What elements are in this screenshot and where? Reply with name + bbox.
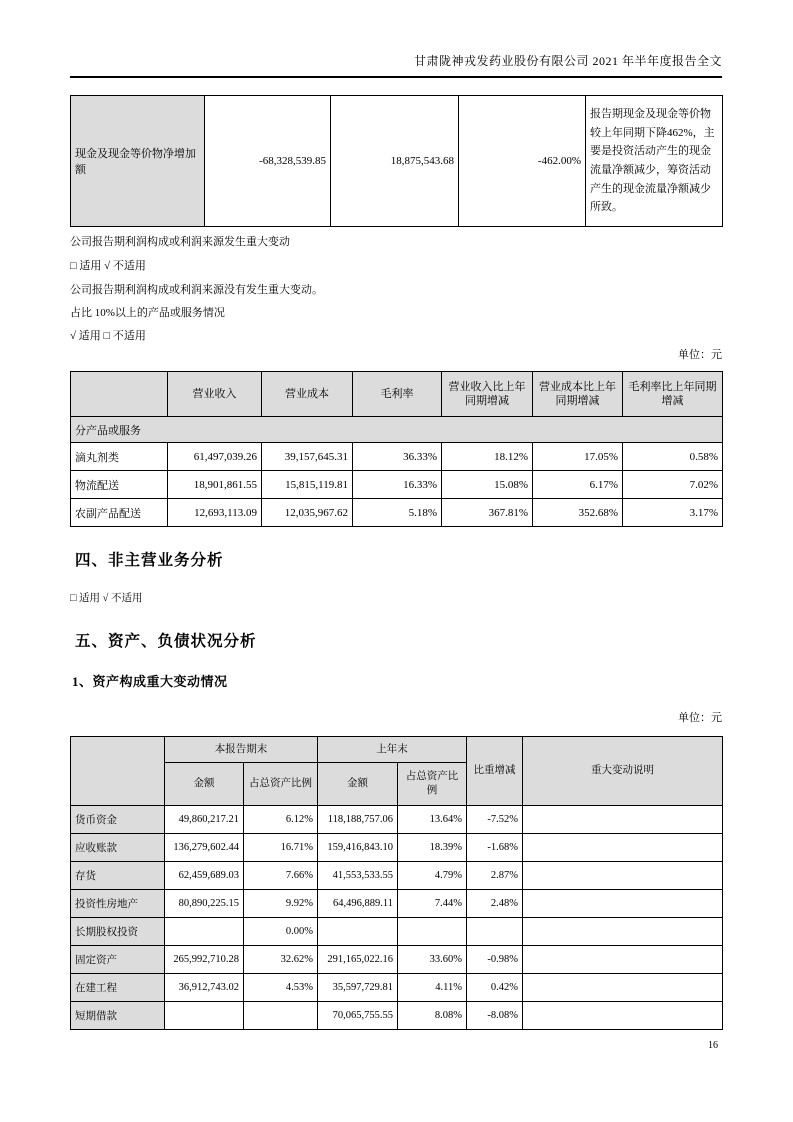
- cell: 8.08%: [398, 1002, 467, 1030]
- cell: 4.11%: [398, 974, 467, 1002]
- cell-prior-amount: 18,875,543.68: [331, 96, 459, 227]
- cell: 18,901,861.55: [168, 471, 262, 499]
- page-header-title: 甘肃陇神戎发药业股份有限公司 2021 年半年度报告全文: [413, 54, 722, 68]
- cell: [318, 918, 398, 946]
- cell: 33.60%: [398, 946, 467, 974]
- cell: -7.52%: [467, 806, 523, 834]
- cell: 16.33%: [353, 471, 442, 499]
- cell: -0.98%: [467, 946, 523, 974]
- cell-change-pct: -462.00%: [459, 96, 586, 227]
- cash-equivalents-table: [70, 95, 723, 227]
- cell: 265,992,710.28: [165, 946, 244, 974]
- cell: 61,497,039.26: [168, 443, 262, 471]
- col-group-current-period: 本报告期末: [165, 737, 318, 763]
- table-header-row: [71, 737, 723, 763]
- section-5-title: 五、资产、负债状况分析: [75, 633, 257, 650]
- table-row: [71, 96, 723, 227]
- paragraph-profit-change-note: 公司报告期利润构成或利润来源没有发生重大变动。: [70, 284, 323, 296]
- unit-label-assets: 单位：元: [678, 712, 722, 724]
- cell: 36,912,743.02: [165, 974, 244, 1002]
- cell: 32.62%: [244, 946, 318, 974]
- row-label: 现金及现金等价物净增加额: [71, 96, 205, 227]
- cell: 18.12%: [442, 443, 533, 471]
- table-row: [71, 1002, 723, 1030]
- cell: 136,279,602.44: [165, 834, 244, 862]
- col-header-major-change-note: 重大变动说明: [523, 737, 723, 806]
- cell-change-note: 报告期现金及现金等价物较上年同期下降462%，主要是投资活动产生的现金流量净额减少，筹资活动产生的现金流量净额减少所致。: [586, 96, 723, 227]
- cell: 118,188,757.06: [318, 806, 398, 834]
- table-row: [71, 974, 723, 1002]
- cell: 35,597,729.81: [318, 974, 398, 1002]
- page-number: 16: [708, 1040, 718, 1051]
- table-row: [71, 471, 723, 499]
- cell: 4.53%: [244, 974, 318, 1002]
- cell: 6.17%: [533, 471, 623, 499]
- cell: 17.05%: [533, 443, 623, 471]
- cell-note: [523, 862, 723, 890]
- paragraph-profit-change-title: 公司报告期利润构成或利润来源发生重大变动: [70, 236, 290, 248]
- cell: 49,860,217.21: [165, 806, 244, 834]
- row-label: 应收账款: [71, 834, 165, 862]
- paragraph-products-title: 占比 10%以上的产品或服务情况: [70, 307, 225, 319]
- group-row-label: 分产品或服务: [71, 417, 723, 443]
- table-group-row: [71, 417, 723, 443]
- col-header-weight-change: 比重增减: [467, 737, 523, 806]
- paragraph-products-check: √ 适用 □ 不适用: [70, 330, 146, 342]
- table-row: [71, 834, 723, 862]
- col-header-gross-margin: 毛利率: [353, 372, 442, 417]
- cell: 0.42%: [467, 974, 523, 1002]
- cell-note: [523, 918, 723, 946]
- table-row: [71, 890, 723, 918]
- cell: [165, 1002, 244, 1030]
- table-row: [71, 918, 723, 946]
- table-row: [71, 862, 723, 890]
- cell: 7.02%: [623, 471, 723, 499]
- row-label: 物流配送: [71, 471, 168, 499]
- cell: 7.66%: [244, 862, 318, 890]
- cell: 80,890,225.15: [165, 890, 244, 918]
- col-header-cost: 营业成本: [262, 372, 353, 417]
- col-header-cost-yoy: 营业成本比上年同期增减: [533, 372, 623, 417]
- cell: 9.92%: [244, 890, 318, 918]
- cell-note: [523, 890, 723, 918]
- cell-note: [523, 834, 723, 862]
- cell: 291,165,022.16: [318, 946, 398, 974]
- header-rule: [70, 76, 722, 78]
- cell: 13.64%: [398, 806, 467, 834]
- cell: 15.08%: [442, 471, 533, 499]
- row-label: 短期借款: [71, 1002, 165, 1030]
- table-row: [71, 806, 723, 834]
- cell: [165, 918, 244, 946]
- cell: 2.48%: [467, 890, 523, 918]
- cell-note: [523, 974, 723, 1002]
- asset-composition-table: [70, 736, 723, 1030]
- table-row: [71, 443, 723, 471]
- cell: 36.33%: [353, 443, 442, 471]
- row-label: 存货: [71, 862, 165, 890]
- row-label: 农副产品配送: [71, 499, 168, 527]
- row-label: 长期股权投资: [71, 918, 165, 946]
- cell: 7.44%: [398, 890, 467, 918]
- cell: 64,496,889.11: [318, 890, 398, 918]
- table-row: [71, 946, 723, 974]
- col-header-pct-current: 占总资产比例: [244, 763, 318, 806]
- col-header-pct-prior: 占总资产比例: [398, 763, 467, 806]
- row-label: 投资性房地产: [71, 890, 165, 918]
- cell-note: [523, 946, 723, 974]
- products-services-table: [70, 371, 723, 527]
- col-header-empty: [71, 372, 168, 417]
- cell: -1.68%: [467, 834, 523, 862]
- row-label: 在建工程: [71, 974, 165, 1002]
- col-header-amount-prior: 金额: [318, 763, 398, 806]
- unit-label-products: 单位：元: [678, 349, 722, 361]
- col-header-amount-current: 金额: [165, 763, 244, 806]
- row-label: 滴丸剂类: [71, 443, 168, 471]
- row-label: 固定资产: [71, 946, 165, 974]
- cell-note: [523, 1002, 723, 1030]
- cell: 18.39%: [398, 834, 467, 862]
- paragraph-profit-change-check: □ 适用 √ 不适用: [70, 260, 146, 272]
- cell: 70,065,755.55: [318, 1002, 398, 1030]
- cell-current-amount: -68,328,539.85: [205, 96, 331, 227]
- cell: [467, 918, 523, 946]
- cell: 4.79%: [398, 862, 467, 890]
- col-header-revenue: 营业收入: [168, 372, 262, 417]
- cell: 41,553,533.55: [318, 862, 398, 890]
- cell: [244, 1002, 318, 1030]
- col-header-revenue-yoy: 营业收入比上年同期增减: [442, 372, 533, 417]
- section-4-check: □ 适用 √ 不适用: [70, 593, 143, 604]
- table-header-row: [71, 372, 723, 417]
- cell: 5.18%: [353, 499, 442, 527]
- cell: 12,035,967.62: [262, 499, 353, 527]
- cell: 2.87%: [467, 862, 523, 890]
- cell: -8.08%: [467, 1002, 523, 1030]
- cell: 352.68%: [533, 499, 623, 527]
- cell: 6.12%: [244, 806, 318, 834]
- row-label: 货币资金: [71, 806, 165, 834]
- cell: 16.71%: [244, 834, 318, 862]
- cell: [398, 918, 467, 946]
- cell: 0.00%: [244, 918, 318, 946]
- table-row: [71, 499, 723, 527]
- cell: 39,157,645.31: [262, 443, 353, 471]
- cell: 367.81%: [442, 499, 533, 527]
- cell: 3.17%: [623, 499, 723, 527]
- cell: 15,815,119.81: [262, 471, 353, 499]
- col-header-margin-yoy: 毛利率比上年同期增减: [623, 372, 723, 417]
- cell: 12,693,113.09: [168, 499, 262, 527]
- cell: 159,416,843.10: [318, 834, 398, 862]
- section-4-title: 四、非主营业务分析: [75, 552, 224, 569]
- cell: 0.58%: [623, 443, 723, 471]
- cell-note: [523, 806, 723, 834]
- cell: 62,459,689.03: [165, 862, 244, 890]
- col-group-prior-year-end: 上年末: [318, 737, 467, 763]
- col-header-empty: [71, 737, 165, 806]
- section-5-sub-1-title: 1、资产构成重大变动情况: [72, 674, 228, 689]
